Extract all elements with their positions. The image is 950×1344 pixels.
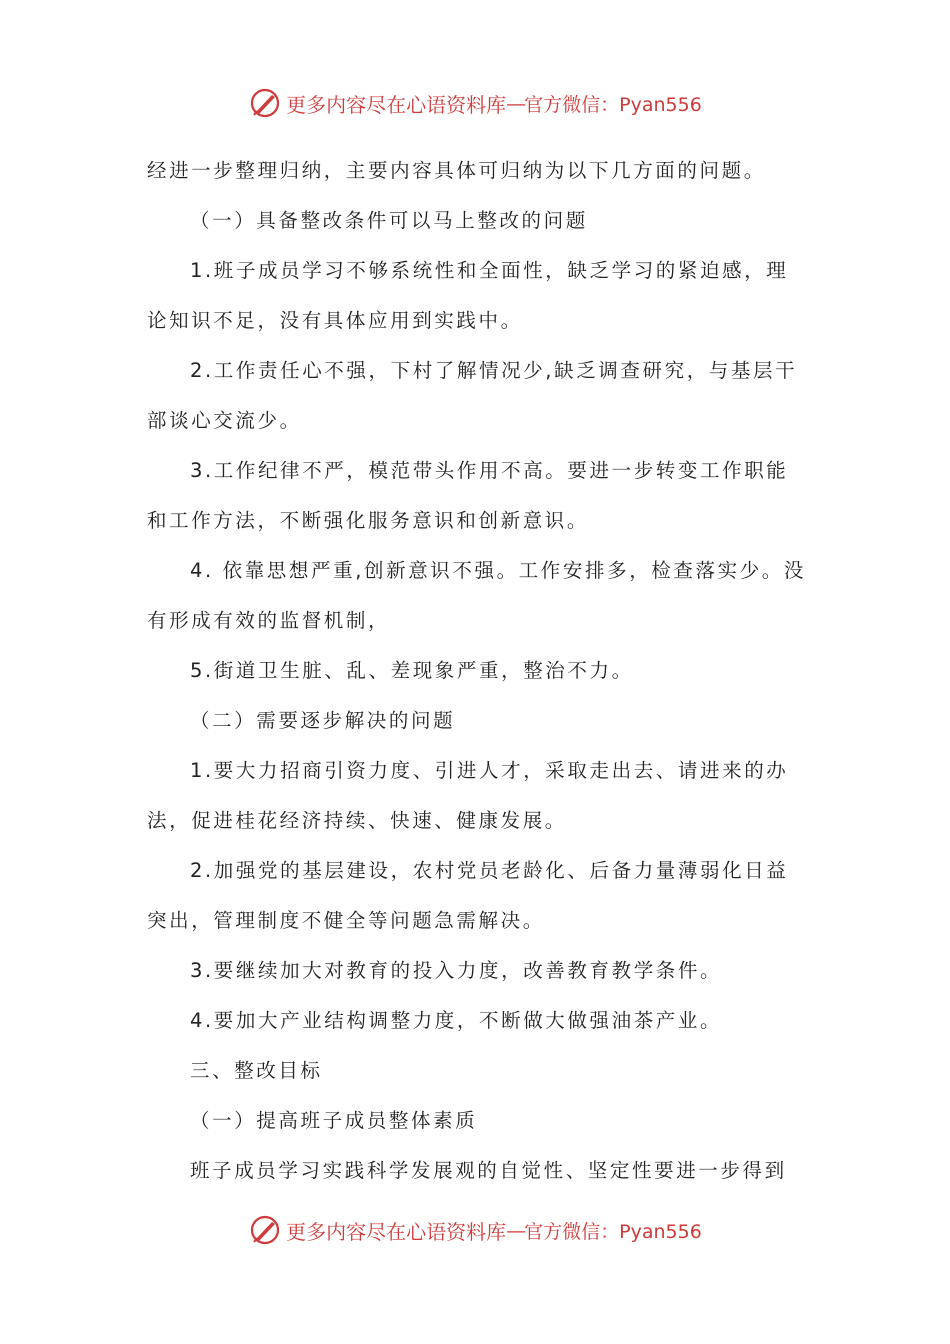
text-line: 5.街道卫生脏、乱、差现象严重，整治不力。: [190, 659, 634, 682]
text-line: 4. 依靠思想严重,创新意识不强。工作安排多，检查落实少。没: [190, 559, 807, 582]
text-line: 3.工作纪律不严，模范带头作用不高。要进一步转变工作职能: [190, 459, 789, 482]
section-heading: 三、整改目标: [190, 1059, 323, 1082]
watermark-left-text: 更多内容尽在心语资料库: [286, 92, 507, 117]
text-line: 1.要大力招商引资力度、引进人才，采取走出去、请进来的办: [190, 759, 789, 782]
text-line: 经进一步整理归纳，主要内容具体可归纳为以下几方面的问题。: [147, 159, 766, 182]
text-line: 和工作方法，不断强化服务意识和创新意识。: [147, 509, 590, 532]
text-line: 班子成员学习实践科学发展观的自觉性、坚定性要进一步得到: [190, 1159, 787, 1182]
section-heading: （二）需要逐步解决的问题: [190, 709, 456, 732]
quill-pen-logo-icon: [248, 86, 282, 120]
text-line: 2.工作责任心不强，下村了解情况少,缺乏调查研究，与基层干: [190, 359, 798, 382]
text-line: 4.要加大产业结构调整力度，不断做大做强油茶产业。: [190, 1009, 723, 1032]
watermark-left-text: 更多内容尽在心语资料库: [286, 1219, 507, 1244]
text-line: 法，促进桂花经济持续、快速、健康发展。: [147, 809, 567, 832]
text-line: 1.班子成员学习不够系统性和全面性，缺乏学习的紧迫感，理: [190, 259, 789, 282]
section-heading: （一）具备整改条件可以马上整改的问题: [190, 209, 588, 232]
document-body: [147, 146, 807, 1196]
watermark-banner-bottom: [0, 1210, 950, 1250]
watermark-banner-top: [0, 83, 950, 123]
text-line: 2.加强党的基层建设，农村党员老龄化、后备力量薄弱化日益: [190, 859, 789, 882]
watermark-dash: —: [506, 1218, 525, 1242]
text-line: 3.要继续加大对教育的投入力度，改善教育教学条件。: [190, 959, 723, 982]
text-line: 突出，管理制度不健全等问题急需解决。: [147, 909, 545, 932]
text-line: 部谈心交流少。: [147, 409, 302, 432]
watermark-wechat-text: 官方微信：Pyan556: [524, 93, 702, 116]
quill-pen-logo-icon: [248, 1213, 282, 1247]
section-heading: （一）提高班子成员整体素质: [190, 1109, 478, 1132]
text-line: 有形成有效的监督机制，: [147, 609, 391, 632]
text-line: 论知识不足，没有具体应用到实践中。: [147, 309, 523, 332]
watermark-wechat-text: 官方微信：Pyan556: [524, 1220, 702, 1243]
watermark-dash: —: [506, 91, 525, 115]
